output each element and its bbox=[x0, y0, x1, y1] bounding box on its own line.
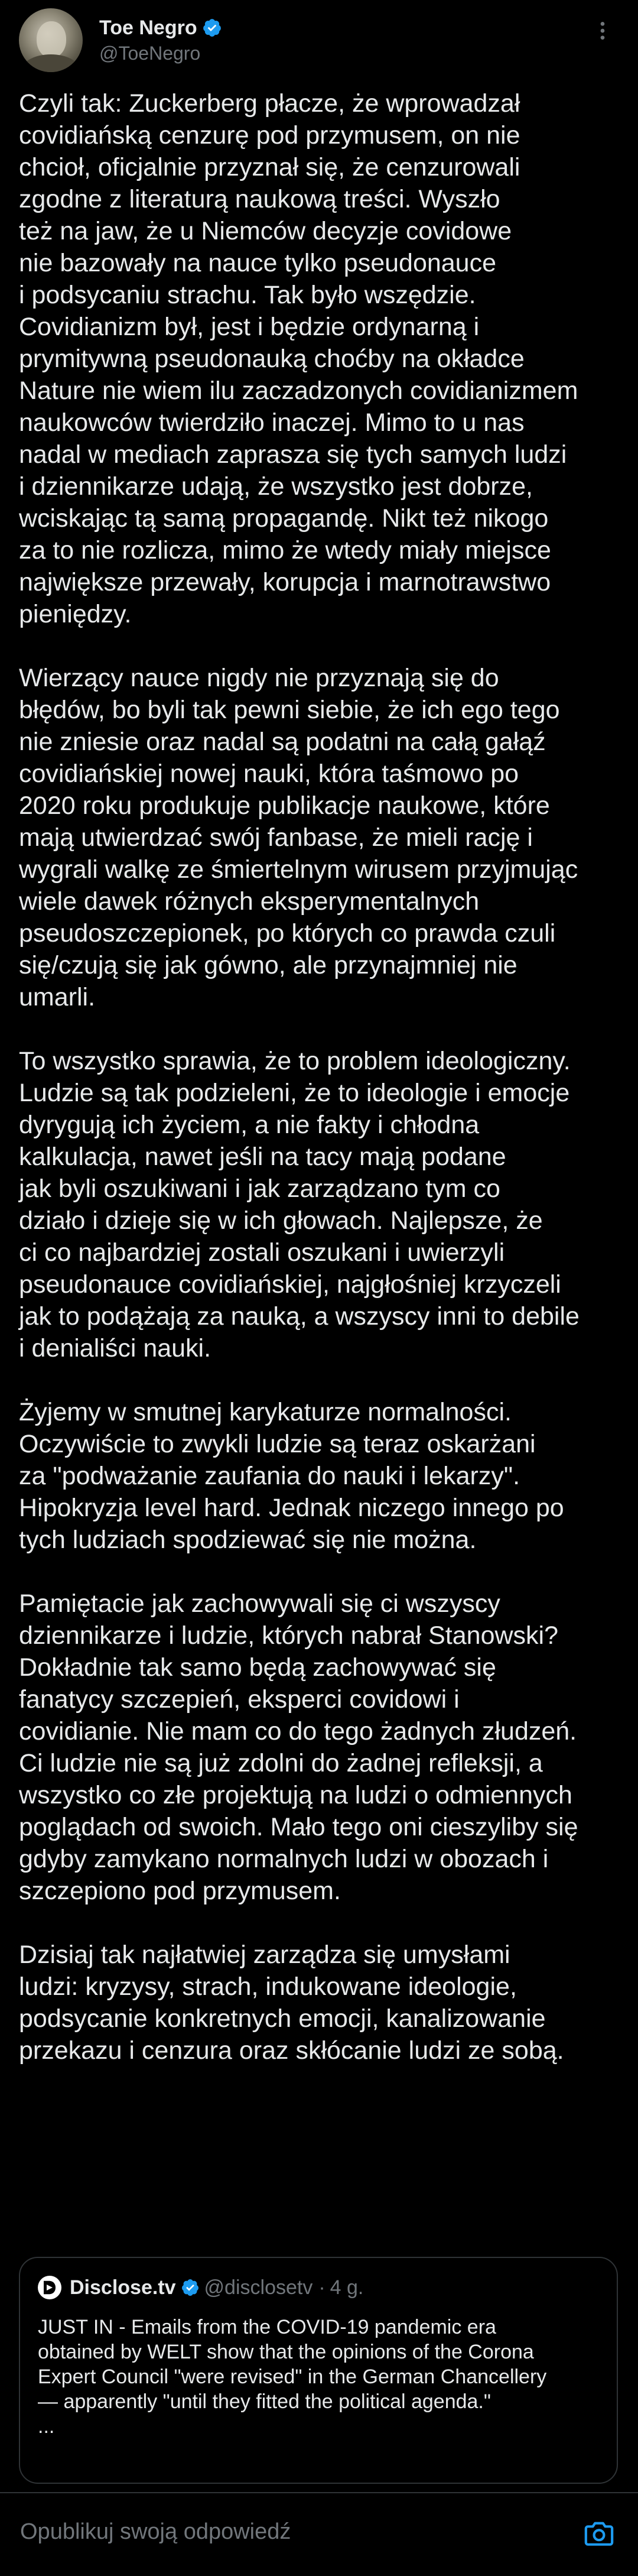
verified-badge-icon bbox=[202, 18, 222, 38]
author-display-name[interactable]: Toe Negro bbox=[99, 16, 197, 39]
disclose-logo-icon bbox=[41, 2279, 58, 2296]
tweet-paragraph: Dzisiaj tak najłatwiej zarządza się umysłami ludzi: kryzysy, strach, indukowane ideologie, podsycanie konkretnych emocji, kanalizowanie przekazu i cenzura oraz skłócanie ludzi ze sobą. bbox=[19, 1941, 564, 2065]
more-options-icon[interactable] bbox=[591, 19, 614, 43]
quoted-timestamp: 4 g. bbox=[330, 2276, 364, 2299]
camera-icon[interactable] bbox=[582, 2517, 616, 2550]
avatar-shoulders bbox=[22, 54, 79, 72]
reply-input[interactable] bbox=[19, 2509, 571, 2555]
author-handle[interactable]: @ToeNegro bbox=[99, 43, 201, 64]
quoted-author-handle: @disclosetv bbox=[204, 2276, 313, 2299]
quoted-tweet-card[interactable] bbox=[19, 2257, 618, 2484]
avatar-face bbox=[37, 21, 66, 58]
quoted-author-name: Disclose.tv bbox=[70, 2276, 176, 2299]
author-avatar[interactable] bbox=[19, 8, 83, 72]
quoted-author-avatar bbox=[38, 2276, 61, 2299]
reply-bar bbox=[0, 2492, 638, 2576]
tweet-header bbox=[19, 8, 619, 73]
quoted-tweet-header bbox=[38, 2275, 363, 2301]
tweet-body bbox=[19, 87, 627, 2066]
tweet-paragraph: To wszystko sprawia, że to problem ideologiczny. Ludzie są tak podzieleni, że to ideologie i emocje dyrygują ich życiem, a nie fakty i chłodna kalkulacja, nawet jeśli na tacy mają podane jak byli oszukiwani i jak zarządzano tym co działo i dzieje się w ich głowach. Najlepsze, że ci co najbardziej zostali oszukani i uwierzyli pseudonauce covidiańskiej, najgłośniej krzyczeli jak to podążają za nauką, a wszyscy inni to debile i denialiści nauki. bbox=[19, 1047, 580, 1362]
verified-badge-icon bbox=[181, 2278, 200, 2297]
tweet-paragraph: Pamiętacie jak zachowywali się ci wszyscy dziennikarze i ludzie, których nabrał Stanowski? Dokładnie tak samo będą zachowywać się fanatycy szczepień, eksperci covidowi i covidianie. Nie mam co do tego żadnych złudzeń. Ci ludzie nie są już zdolni do żadnej refleksji, a wszystko co złe projektują na ludzi o odmiennych poglądach od swoich. Mało tego oni cieszyliby się gdyby zamykano normalnych ludzi w obozach i szczepiono pod przymusem. bbox=[19, 1589, 578, 1905]
author-name-row bbox=[99, 14, 222, 41]
quoted-separator: · bbox=[318, 2276, 325, 2299]
tweet-paragraph: Wierzący nauce nigdy nie przyznają się do błędów, bo byli tak pewni siebie, że ich ego tego nie zniesie oraz nadal są podatni na całą gałąź covidiańskiej nowej nauki, która taśmowo po 2020 roku produkuje publikacje naukowe, które mają utwierdzać swój fanbase, że mieli rację i wygrali walkę ze śmiertelnym wirusem przyjmując wiele dawek różnych eksperymentalnych pseudoszczepionek, po których co prawda czuli się/czują się jak gówno, ale przynajmniej nie umarli. bbox=[19, 664, 578, 1011]
tweet-paragraph: Żyjemy w smutnej karykaturze normalności. Oczywiście to zwykli ludzie są teraz oskarżani za "podważanie zaufania do nauki i lekarzy". Hipokryzja level hard. Jednak niczego innego po tych ludziach spodziewać się nie można. bbox=[19, 1398, 564, 1554]
tweet-paragraph: Czyli tak: Zuckerberg płacze, że wprowadzał covidiańską cenzurę pod przymusem, on nie chcioł, oficjalnie przyznał się, że cenzurowali zgodne z literaturą naukową treści. Wyszło też na jaw, że u Niemców decyzje covidowe nie bazowały na nauce tylko pseudonauce i podsycaniu strachu. Tak było wszędzie. Covidianizm był, jest i będzie ordynarną i prymitywną pseudonauką choćby na okładce Nature nie wiem ilu zaczadzonych covidianizmem naukowców twierdziło inaczej. Mimo to u nas nadal w mediach zaprasza się tych samych ludzi i dziennikarze udają, że wszystko jest dobrze, wciskając tą samą propagandę. Nikt też nikogo za to nie rozlicza, mimo że wtedy miały miejsce największe przewały, korupcja i marnotrawstwo pieniędzy. bbox=[19, 89, 578, 628]
quoted-tweet-text: JUST IN - Emails from the COVID-19 pandemic era obtained by WELT show that the opinions of the Corona Expert Council "were revised" in the German Chancellery — apparently "until they fitted the political agenda." ... bbox=[38, 2316, 547, 2438]
